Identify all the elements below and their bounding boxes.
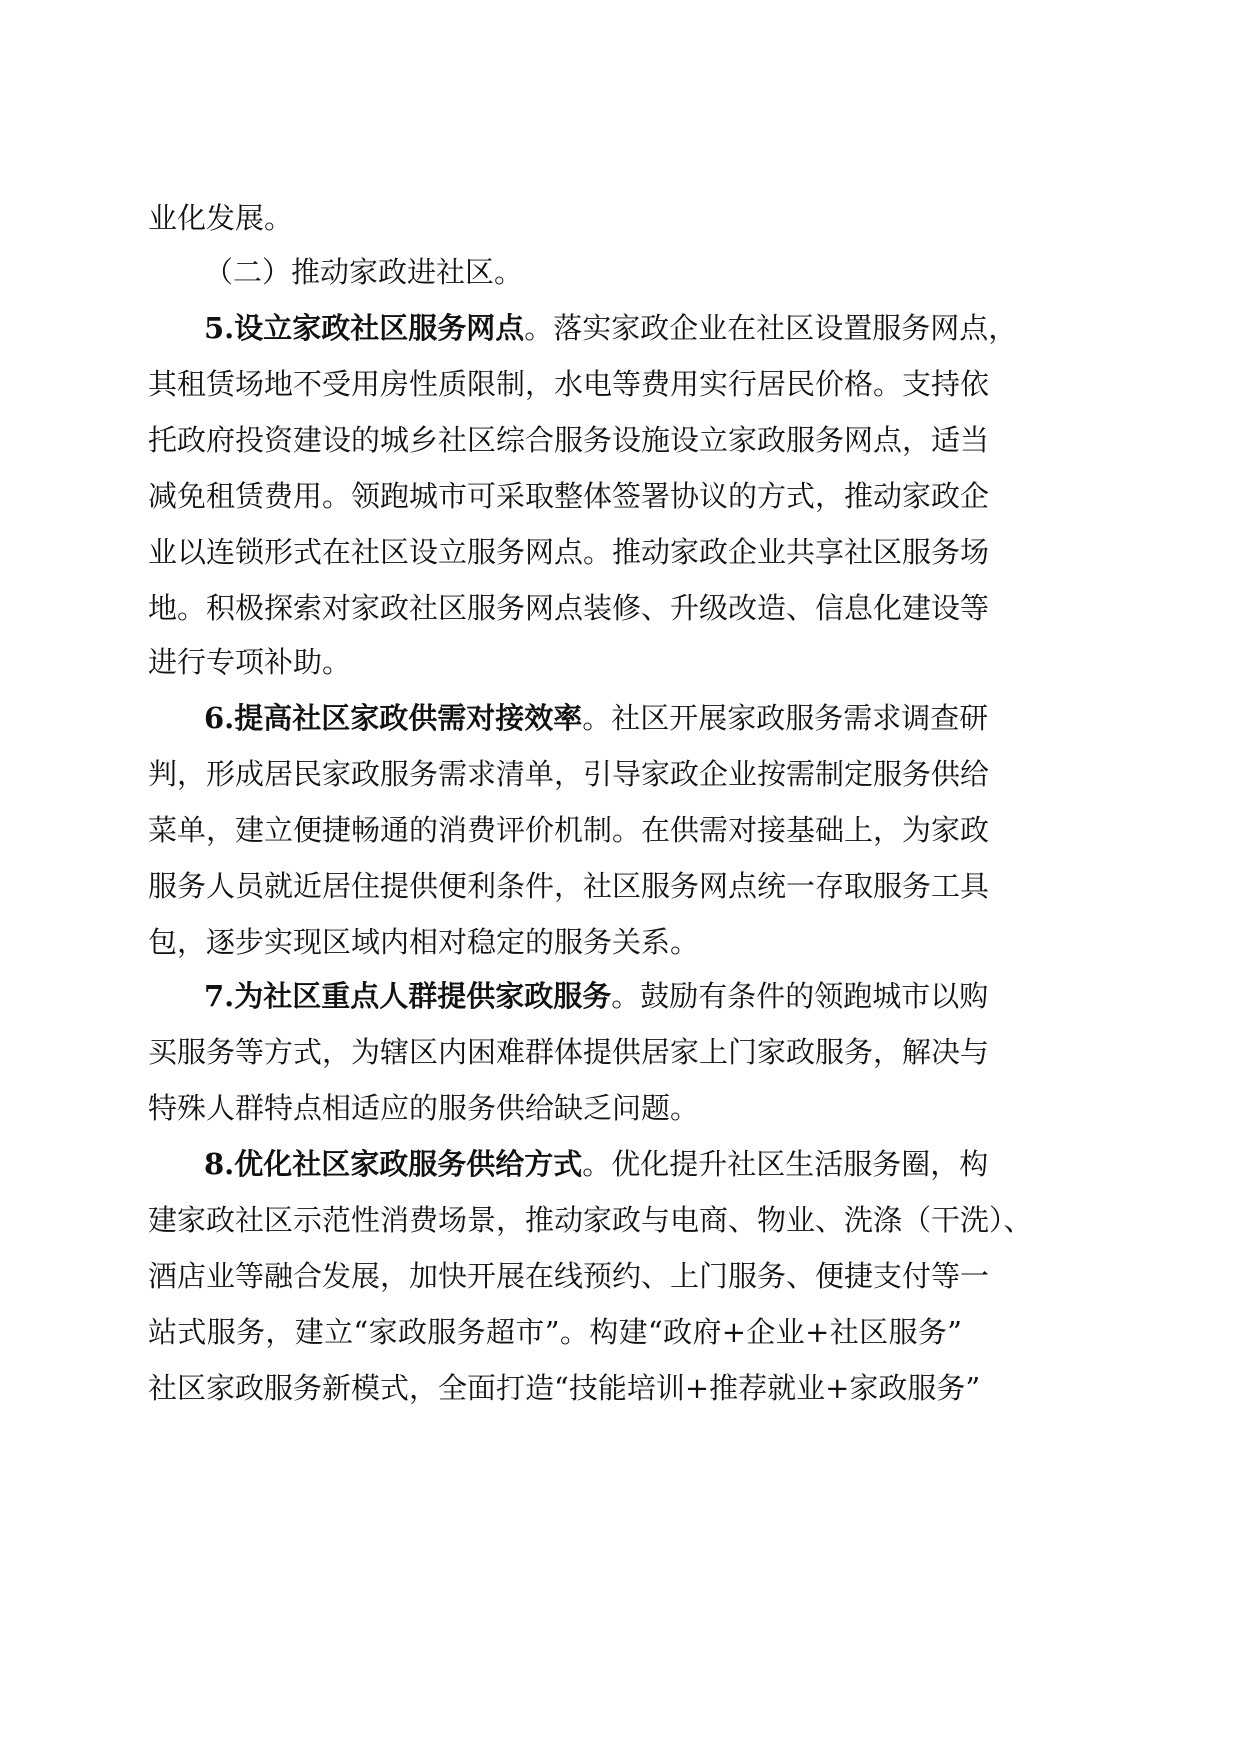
body-line: 判，形成居民家政服务需求清单，引导家政企业按需制定服务供给 — [148, 757, 990, 791]
body-line: 服务人员就近居住提供便利条件，社区服务网点统一存取服务工具 — [148, 869, 990, 903]
body-line: 买服务等方式，为辖区内困难群体提供居家上门家政服务，解决与 — [148, 1035, 990, 1069]
item-6-line — [148, 699, 989, 737]
item-8-heading: 8.优化社区家政服务供给方式 — [204, 1147, 583, 1181]
body-text: 。社区开展家政服务需求调查研 — [582, 701, 989, 735]
body-line: 减免租赁费用。领跑城市可采取整体签署协议的方式，推动家政企 — [148, 479, 990, 513]
body-line: 业以连锁形式在社区设立服务网点。推动家政企业共享社区服务场 — [148, 535, 990, 569]
body-line: 包，逐步实现区域内相对稳定的服务关系。 — [148, 925, 700, 959]
body-line: 建家政社区示范性消费场景，推动家政与电商、物业、洗涤（干洗）、 — [148, 1203, 1033, 1237]
body-text: 。优化提升社区生活服务圈，构 — [582, 1147, 989, 1181]
body-line: 特殊人群特点相适应的服务供给缺乏问题。 — [148, 1091, 700, 1125]
item-7-line — [148, 977, 989, 1015]
body-line: 地。积极探索对家政社区服务网点装修、升级改造、信息化建设等 — [148, 591, 990, 625]
body-line: 站式服务，建立“家政服务超市”。构建“政府+企业+社区服务” — [148, 1315, 962, 1349]
body-line: 社区家政服务新模式，全面打造“技能培训+推荐就业+家政服务” — [148, 1371, 981, 1405]
item-8-line — [148, 1145, 989, 1183]
item-6-heading: 6.提高社区家政供需对接效率 — [204, 701, 583, 735]
body-line: 业化发展。 — [148, 201, 294, 235]
body-text: 。落实家政企业在社区设置服务网点， — [524, 311, 1018, 345]
item-5-line — [148, 309, 1018, 347]
body-line: 其租赁场地不受用房性质限制，水电等费用实行居民价格。支持依 — [148, 367, 990, 401]
body-line: 托政府投资建设的城乡社区综合服务设施设立家政服务网点，适当 — [148, 423, 990, 457]
body-text: 。鼓励有条件的领跑城市以购 — [611, 979, 989, 1013]
body-line: 酒店业等融合发展，加快开展在线预约、上门服务、便捷支付等一 — [148, 1259, 990, 1293]
body-line: 菜单，建立便捷畅通的消费评价机制。在供需对接基础上，为家政 — [148, 813, 990, 847]
body-line: 进行专项补助。 — [148, 645, 352, 679]
item-7-heading: 7.为社区重点人群提供家政服务 — [204, 979, 612, 1013]
section-heading: （二）推动家政进社区。 — [204, 255, 524, 289]
item-5-heading: 5.设立家政社区服务网点 — [204, 311, 525, 345]
